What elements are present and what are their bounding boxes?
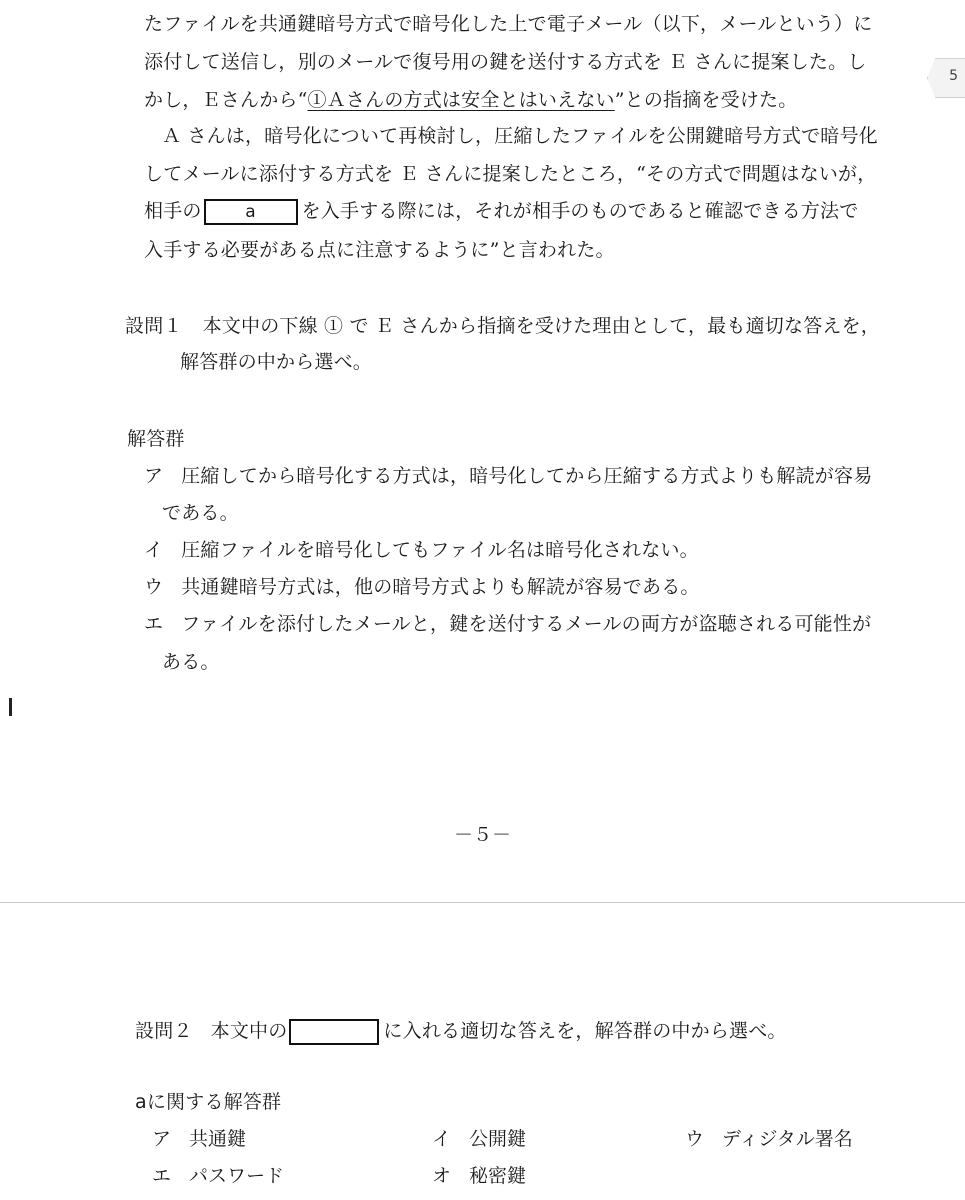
choice2-o-mark: オ — [432, 1165, 452, 1187]
choice-u-line — [144, 575, 700, 599]
question1-line-1 — [125, 314, 880, 338]
question2-text-post: に入れる適切な答えを，解答群の中から選べ。 — [383, 1020, 787, 1042]
question1-text-1: 本文中の下線 ① で Ｅ さんから指摘を受けた理由として，最も適切な答えを， — [202, 315, 880, 337]
choice-e-line-1 — [144, 612, 871, 636]
choice-e-line-2: ある。 — [162, 651, 220, 673]
passage-line-6-post: を入手する際には，それが相手のものであると確認できる方法で — [301, 200, 859, 222]
choice2-u-text: ディジタル署名 — [722, 1128, 853, 1150]
passage-line-6-pre: 相手の — [144, 200, 202, 222]
choice2-o — [432, 1164, 526, 1188]
page-divider — [0, 902, 965, 903]
question2-line — [135, 1019, 787, 1045]
choice2-e — [152, 1164, 284, 1188]
passage-line-3-post: ”との指摘を受けた。 — [614, 89, 798, 111]
passage-line-3 — [144, 88, 797, 112]
choice-e-mark: エ — [144, 613, 164, 635]
text-cursor — [9, 698, 12, 716]
choice2-u-mark: ウ — [685, 1128, 705, 1150]
blank-a-box: a — [204, 199, 298, 225]
answer-group1-heading: 解答群 — [127, 428, 185, 450]
choice-a-line-2: である。 — [162, 502, 239, 524]
choice2-o-text: 秘密鍵 — [469, 1165, 527, 1187]
choice2-i — [432, 1127, 526, 1151]
page-number: －５－ — [453, 824, 511, 846]
page-tab[interactable] — [927, 58, 965, 98]
passage-line-4: Ａ さんは，暗号化について再検討し，圧縮したファイルを公開鍵暗号方式で暗号化 — [162, 125, 878, 147]
choice-a-line-1 — [144, 464, 872, 488]
choice2-a-text: 共通鍵 — [189, 1128, 247, 1150]
passage-line-1: たファイルを共通鍵暗号方式で暗号化した上で電子メール（以下，メールという）に — [144, 13, 873, 35]
passage-line-7: 入手する必要がある点に注意するように”と言われた。 — [144, 239, 615, 261]
choice-i-text: 圧縮ファイルを暗号化してもファイル名は暗号化されない。 — [181, 539, 699, 561]
choice-i-mark: イ — [144, 539, 164, 561]
answer-group2-heading: aに関する解答群 — [135, 1091, 282, 1113]
question2-text-pre: 本文中の — [210, 1020, 288, 1042]
blank-box-empty — [289, 1019, 379, 1045]
passage-line-5: してメールに添付する方式を Ｅ さんに提案したところ，“その方式で問題はないが， — [144, 163, 877, 185]
choice2-u — [685, 1127, 853, 1151]
choice2-a — [152, 1127, 246, 1151]
choice2-e-text: パスワード — [189, 1165, 285, 1187]
passage-line-6 — [144, 199, 858, 225]
choice-a-mark: ア — [144, 465, 164, 487]
passage-line-2: 添付して送信し，別のメールで復号用の鍵を送付する方式を Ｅ さんに提案した。し — [144, 51, 867, 73]
passage-line-3-pre: かし，Ｅさんから“ — [144, 89, 308, 111]
question2-label: 設問２ — [135, 1020, 193, 1042]
choice2-a-mark: ア — [152, 1128, 172, 1150]
choice-i-line — [144, 538, 699, 562]
choice2-i-mark: イ — [432, 1128, 452, 1150]
choice-u-mark: ウ — [144, 576, 164, 598]
page-tab-label: 5 — [949, 68, 958, 84]
question1-label: 設問１ — [125, 315, 183, 337]
underlined-statement: ①Ａさんの方式は安全とはいえない — [307, 89, 615, 111]
choice2-e-mark: エ — [152, 1165, 172, 1187]
choice-u-text: 共通鍵暗号方式は，他の暗号方式よりも解読が容易である。 — [181, 576, 700, 598]
choice2-i-text: 公開鍵 — [469, 1128, 527, 1150]
choice-a-text: 圧縮してから暗号化する方式は，暗号化してから圧縮する方式よりも解読が容易 — [181, 465, 873, 487]
question1-line-2: 解答群の中から選べ。 — [180, 351, 373, 373]
choice-e-text: ファイルを添付したメールと，鍵を送付するメールの両方が盗聴される可能性が — [181, 613, 872, 635]
